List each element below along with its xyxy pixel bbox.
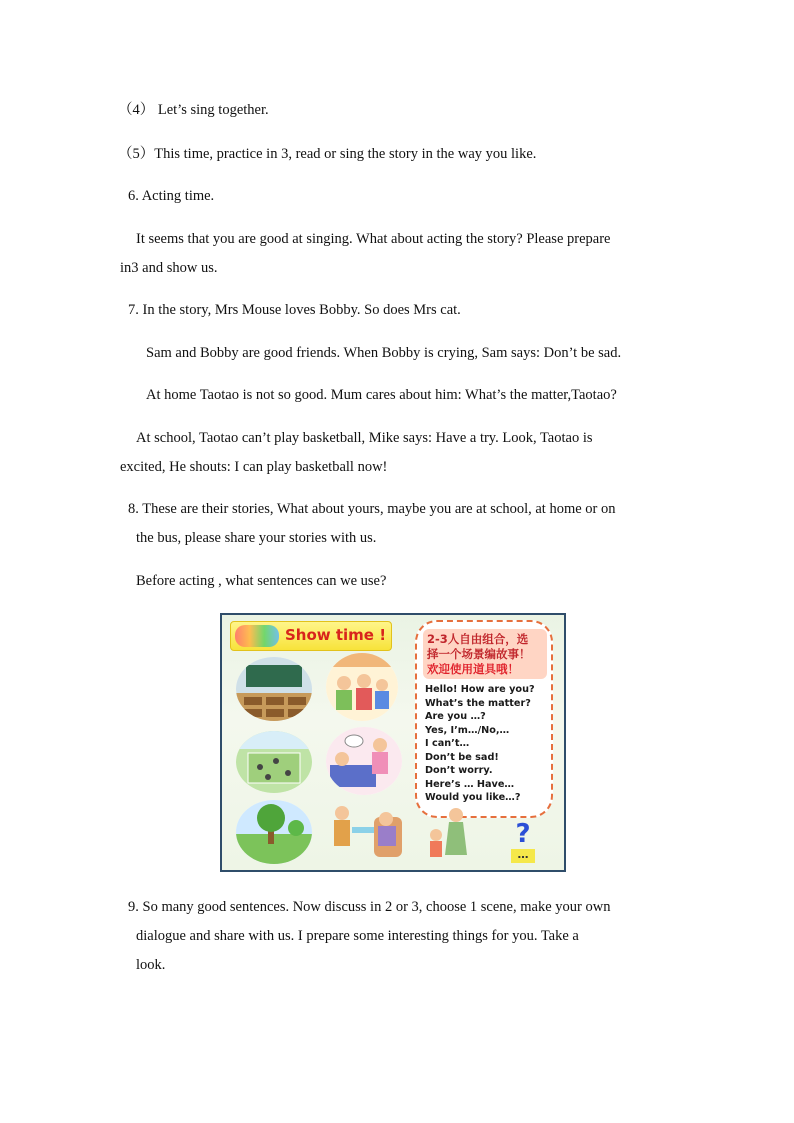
rainbow-logo-icon [235, 625, 279, 647]
item-7: 7. In the story, Mrs Mouse loves Bobby. So does Mrs cat. [128, 302, 461, 318]
para-acting-1: It seems that you are good at singing. What about acting the story? Please prepare [136, 231, 611, 247]
para-at-school-2: excited, He shouts: I can play basketball now! [120, 459, 388, 475]
para-before-acting: Before acting , what sentences can we use? [136, 573, 387, 589]
mother-child-illustration [422, 805, 470, 865]
phrase: What’s the matter? [425, 697, 531, 709]
para-sam-bobby: Sam and Bobby are good friends. When Bobby is crying, Sam says: Don’t be sad. [146, 345, 622, 361]
bubble-title-line-2: 择一个场景编故事！ [427, 647, 531, 661]
ellipsis-tag: … [511, 849, 535, 863]
phrase: Hello! How are you? [425, 684, 535, 695]
bubble-title-line-3: 欢迎使用道具哦！ [427, 662, 519, 676]
item-4: （4） Let’s sing together. [118, 102, 269, 118]
home-sick-scene [326, 727, 402, 795]
sentence-bubble [415, 620, 553, 818]
item-8-2: the bus, please share your stories with us. [136, 530, 377, 546]
show-time-banner [230, 621, 392, 651]
item-9-1: 9. So many good sentences. Now discuss in 2 or 3, choose 1 scene, make your own [128, 899, 611, 915]
item-9-2: dialogue and share with us. I prepare some interesting things for you. Take a [136, 928, 579, 944]
item-5: （5）This time, practice in 3, read or sing the story in the way you like. [118, 146, 537, 162]
item-6: 6. Acting time. [128, 188, 215, 204]
item-8-1: 8. These are their stories, What about yours, maybe you are at school, at home or on [128, 501, 616, 517]
show-time-figure [220, 613, 566, 872]
phrase: Don’t be sad! [425, 751, 499, 763]
para-acting-2: in3 and show us. [120, 260, 218, 276]
classroom-scene [236, 657, 312, 721]
phrase: Don’t worry. [425, 765, 493, 776]
helping-scene [326, 799, 408, 865]
phrase: Would you like…? [425, 792, 521, 803]
phrase: Are you …? [425, 711, 486, 722]
bubble-title-line-1: 2-3人自由组合，选 [427, 632, 529, 646]
phrase: Yes, I’m…/No,… [425, 724, 510, 736]
bus-scene [326, 653, 398, 721]
para-at-home: At home Taotao is not so good. Mum cares about him: What’s the matter,Taotao? [146, 387, 617, 403]
item-9-3: look. [136, 957, 166, 973]
phrase: Here’s … Have… [425, 778, 515, 790]
question-mark-icon: ? [515, 819, 531, 849]
playground-scene [236, 731, 312, 793]
banner-title: Show time ! [285, 626, 387, 644]
more-box [511, 820, 535, 864]
phrase: I can’t… [425, 738, 470, 749]
bubble-title-box [423, 629, 547, 679]
para-at-school-1: At school, Taotao can’t play basketball, Mike says: Have a try. Look, Taotao is [136, 430, 593, 446]
park-scene [236, 800, 312, 864]
